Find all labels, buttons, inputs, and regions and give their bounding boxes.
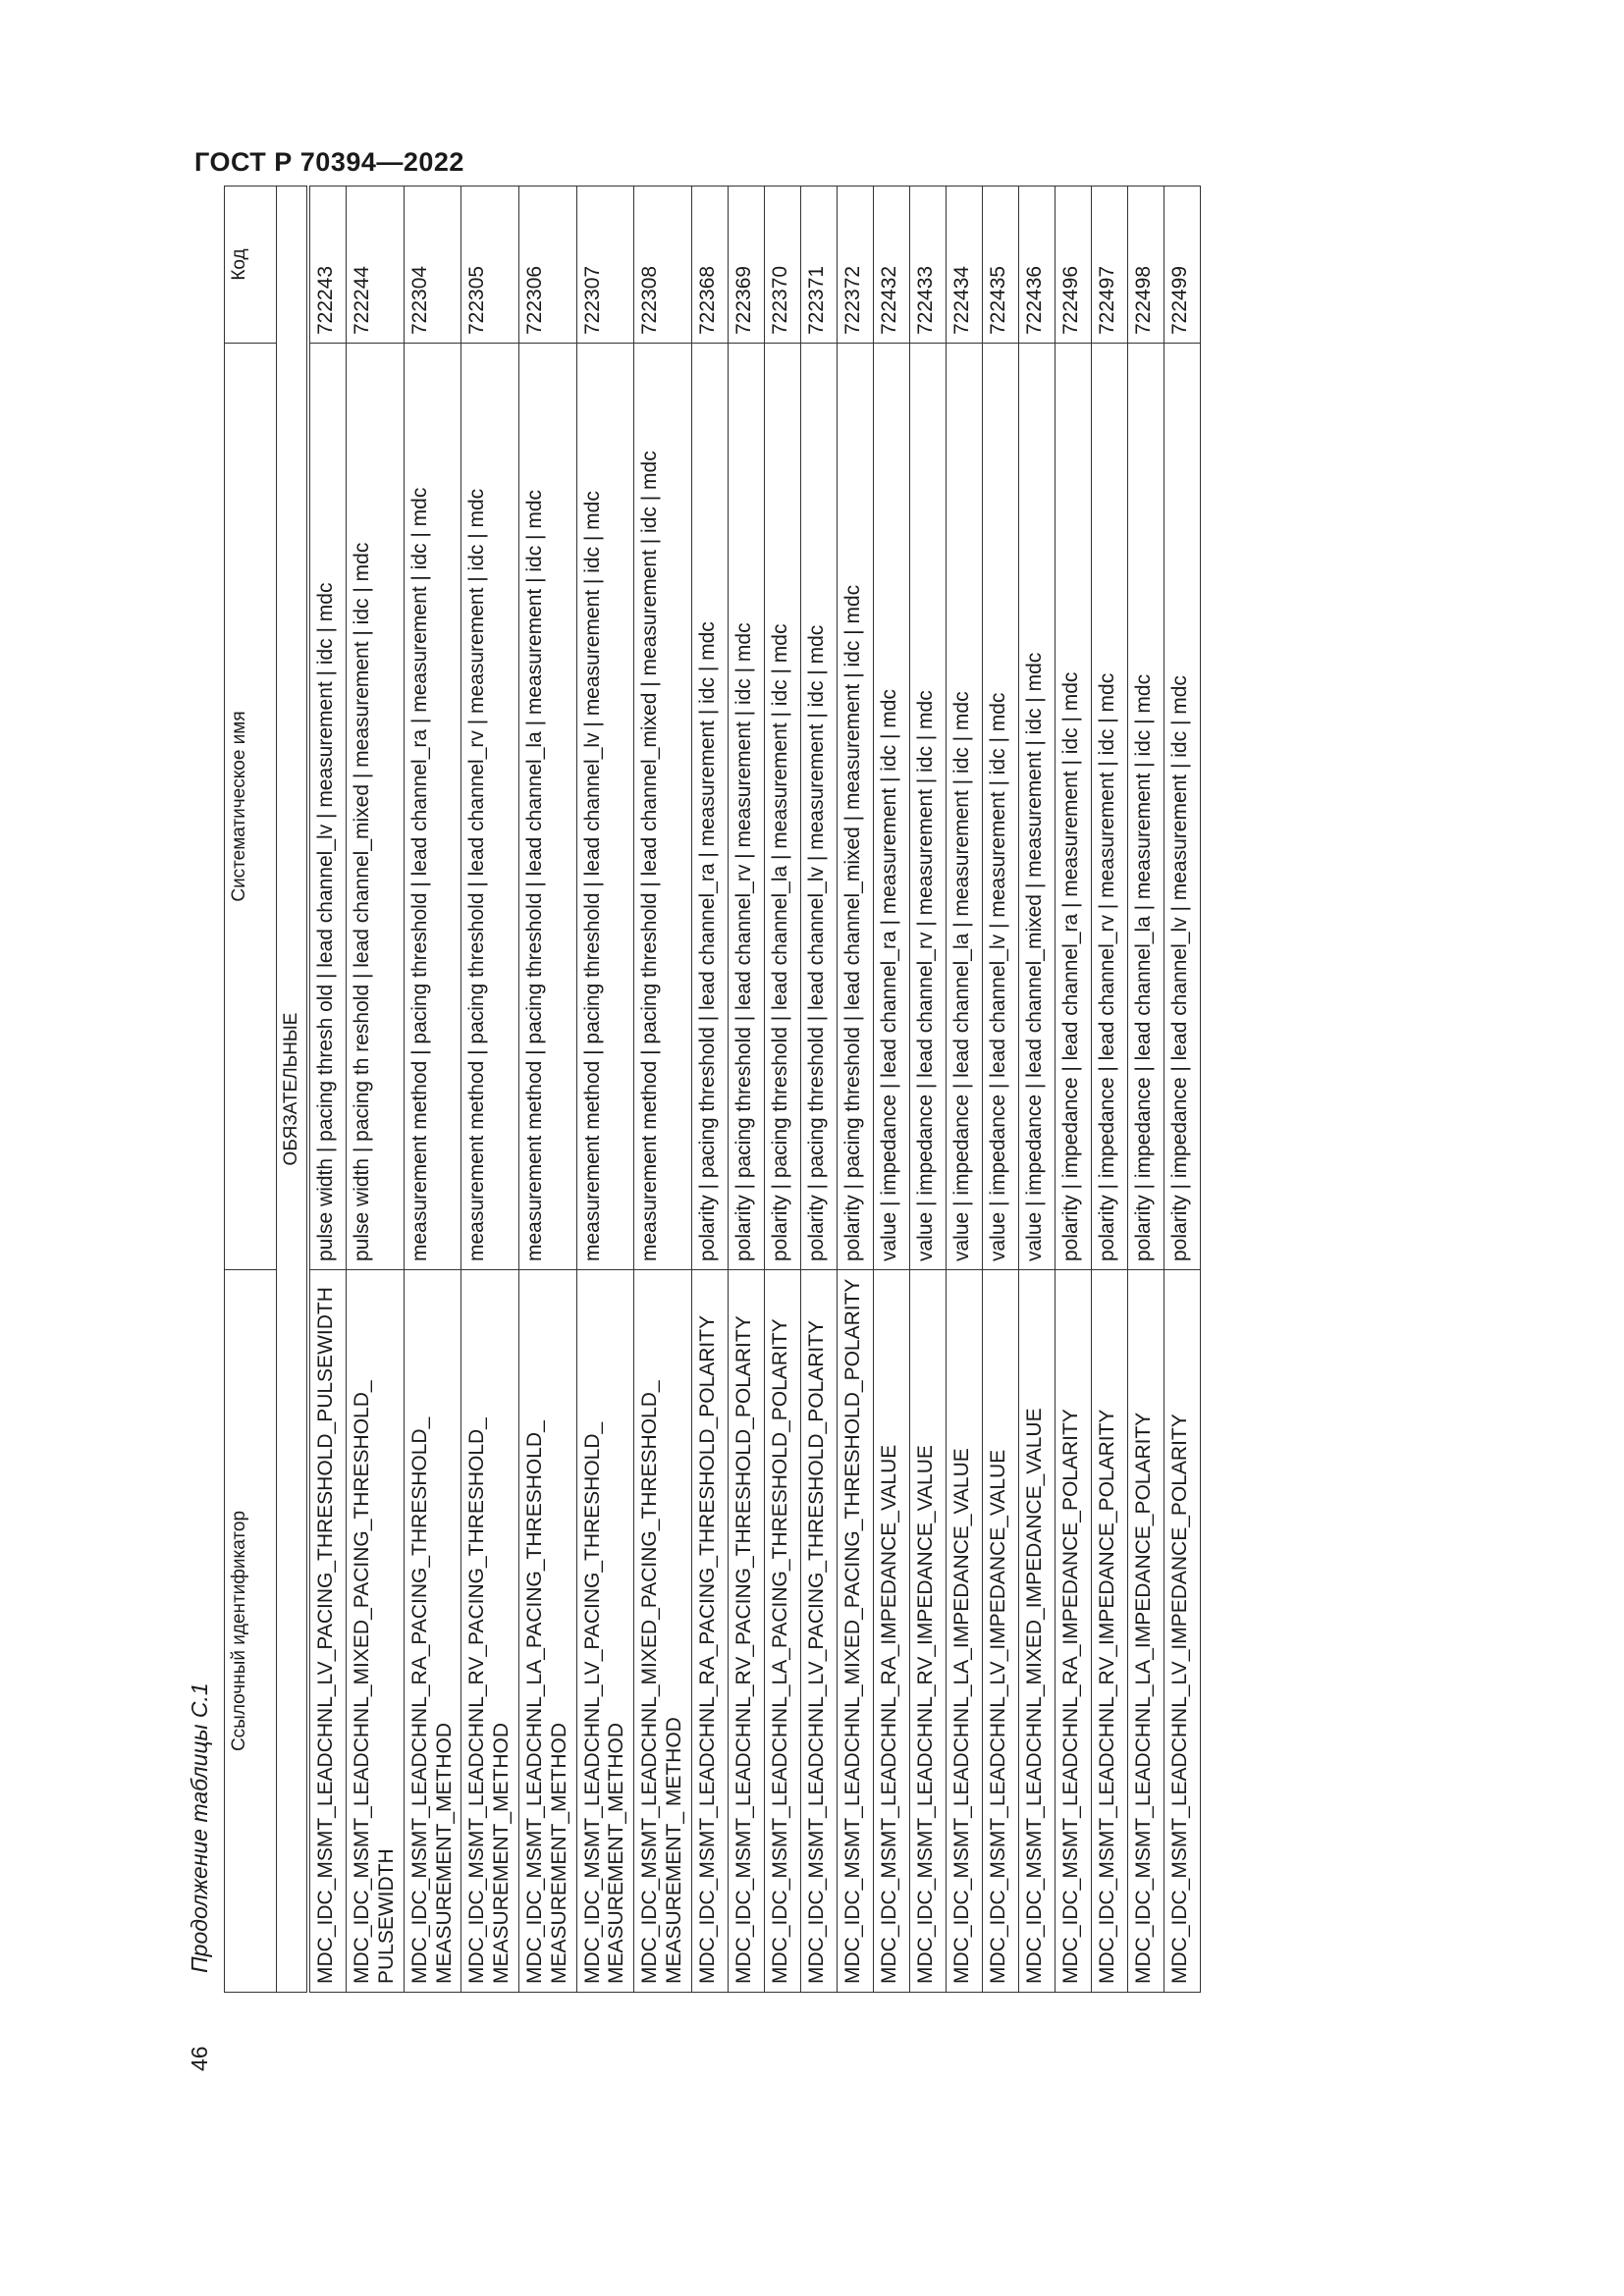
cell-sys-name: measurement method | pacing threshold | lead channel_ra | measurement | idc | mdc [404,344,461,1270]
cell-ref-id: MDC_IDC_MSMT_LEADCHNL_RV_PACING_THRESHOLD_ MEASUREMENT_METHOD [461,1270,519,1993]
cell-sys-name: polarity | impedance | lead channel_lv | measurement | idc | mdc [1164,344,1200,1270]
table-row [519,187,577,1993]
header-ref-id: Ссылочный идентификатор [225,1270,277,1993]
cell-sys-name: pulse width | pacing thresh old | lead channel_lv | measurement | idc | mdc [308,344,347,1270]
cell-ref-id: MDC_IDC_MSMT_LEADCHNL_LV_IMPEDANCE_VALUE [982,1270,1018,1993]
document-title: ГОСТ Р 70394—2022 [194,147,464,177]
cell-sys-name: value | impedance | lead channel_lv | measurement | idc | mdc [982,344,1018,1270]
cell-code: 722496 [1055,187,1091,344]
table-row [1127,187,1164,1993]
cell-ref-id: MDC_IDC_MSMT_LEADCHNL_LA_IMPEDANCE_POLARITY [1127,1270,1164,1993]
rotated-page-content [181,108,1433,2071]
table-row [982,187,1018,1993]
cell-ref-id: MDC_IDC_MSMT_LEADCHNL_RA_IMPEDANCE_VALUE [873,1270,909,1993]
table-row [461,187,519,1993]
table-row [347,187,405,1993]
cell-code: 722244 [347,187,405,344]
cell-code: 722432 [873,187,909,344]
cell-sys-name: polarity | impedance | lead channel_ra | measurement | idc | mdc [1055,344,1091,1270]
table-row [837,187,873,1993]
header-code: Код [225,187,277,344]
cell-code: 722306 [519,187,577,344]
cell-code: 722497 [1091,187,1127,344]
cell-ref-id: MDC_IDC_MSMT_LEADCHNL_RA_PACING_THRESHOLD_ MEASUREMENT_METHOD [404,1270,461,1993]
cell-sys-name: measurement method | pacing threshold | lead channel_lv | measurement | idc | mdc [576,344,634,1270]
cell-sys-name: measurement method | pacing threshold | lead channel_mixed | measurement | idc | mdc [634,344,692,1270]
table-row [873,187,909,1993]
cell-ref-id: MDC_IDC_MSMT_LEADCHNL_LV_PACING_THRESHOLD_PULSEWIDTH [308,1270,347,1993]
cell-sys-name: polarity | impedance | lead channel_rv | measurement | idc | mdc [1091,344,1127,1270]
cell-sys-name: measurement method | pacing threshold | lead channel_rv | measurement | idc | mdc [461,344,519,1270]
cell-sys-name: value | impedance | lead channel_ra | measurement | idc | mdc [873,344,909,1270]
table-row [634,187,692,1993]
cell-sys-name: polarity | pacing threshold | lead channel_ra | measurement | idc | mdc [691,344,728,1270]
cell-sys-name: value | impedance | lead channel_mixed | measurement | idc | mdc [1018,344,1055,1270]
cell-sys-name: value | impedance | lead channel_rv | measurement | idc | mdc [909,344,946,1270]
cell-ref-id: MDC_IDC_MSMT_LEADCHNL_RA_IMPEDANCE_POLARITY [1055,1270,1091,1993]
cell-ref-id: MDC_IDC_MSMT_LEADCHNL_MIXED_IMPEDANCE_VALUE [1018,1270,1055,1993]
data-table [224,186,1201,1993]
table-row [576,187,634,1993]
table-row [1018,187,1055,1993]
cell-ref-id: MDC_IDC_MSMT_LEADCHNL_LA_PACING_THRESHOLD_ MEASUREMENT_METHOD [519,1270,577,1993]
cell-ref-id: MDC_IDC_MSMT_LEADCHNL_LA_IMPEDANCE_VALUE [946,1270,982,1993]
cell-ref-id: MDC_IDC_MSMT_LEADCHNL_MIXED_PACING_THRESHOLD_POLARITY [837,1270,873,1993]
cell-code: 722307 [576,187,634,344]
cell-code: 722369 [728,187,764,344]
table-row [308,187,347,1993]
table-row [1091,187,1127,1993]
cell-ref-id: MDC_IDC_MSMT_LEADCHNL_LV_IMPEDANCE_POLARITY [1164,1270,1200,1993]
cell-code: 722434 [946,187,982,344]
cell-sys-name: polarity | impedance | lead channel_la | measurement | idc | mdc [1127,344,1164,1270]
table-body [277,187,1201,1993]
cell-sys-name: value | impedance | lead channel_la | measurement | idc | mdc [946,344,982,1270]
cell-code: 722371 [800,187,837,344]
table-row [404,187,461,1993]
table-row [764,187,800,1993]
cell-code: 722368 [691,187,728,344]
cell-code: 722433 [909,187,946,344]
cell-code: 722370 [764,187,800,344]
cell-code: 722308 [634,187,692,344]
cell-sys-name: pulse width | pacing th reshold | lead channel_mixed | measurement | idc | mdc [347,344,405,1270]
cell-code: 722305 [461,187,519,344]
cell-sys-name: polarity | pacing threshold | lead channel_lv | measurement | idc | mdc [800,344,837,1270]
table-row [946,187,982,1993]
cell-code: 722372 [837,187,873,344]
cell-ref-id: MDC_IDC_MSMT_LEADCHNL_LV_PACING_THRESHOLD_POLARITY [800,1270,837,1993]
page-number: 46 [187,2046,212,2071]
table-row [1164,187,1200,1993]
table-row [728,187,764,1993]
table-caption: Продолжение таблицы С.1 [187,1682,212,1973]
cell-ref-id: MDC_IDC_MSMT_LEADCHNL_LV_PACING_THRESHOLD_ MEASUREMENT_METHOD [576,1270,634,1993]
cell-code: 722499 [1164,187,1200,344]
cell-code: 722436 [1018,187,1055,344]
header-sys-name: Систематическое имя [225,344,277,1270]
cell-code: 722498 [1127,187,1164,344]
cell-ref-id: MDC_IDC_MSMT_LEADCHNL_LA_PACING_THRESHOLD_POLARITY [764,1270,800,1993]
cell-code: 722304 [404,187,461,344]
cell-ref-id: MDC_IDC_MSMT_LEADCHNL_MIXED_PACING_THRESHOLD_ MEASUREMENT_ METHOD [634,1270,692,1993]
cell-ref-id: MDC_IDC_MSMT_LEADCHNL_RA_PACING_THRESHOLD_POLARITY [691,1270,728,1993]
cell-code: 722243 [308,187,347,344]
cell-ref-id: MDC_IDC_MSMT_LEADCHNL_MIXED_PACING_THRESHOLD_ PULSEWIDTH [347,1270,405,1993]
cell-sys-name: measurement method | pacing threshold | lead channel_la | measurement | idc | mdc [519,344,577,1270]
table-row [1055,187,1091,1993]
cell-ref-id: MDC_IDC_MSMT_LEADCHNL_RV_PACING_THRESHOLD_POLARITY [728,1270,764,1993]
cell-sys-name: polarity | pacing threshold | lead channel_la | measurement | idc | mdc [764,344,800,1270]
table-row [909,187,946,1993]
cell-ref-id: MDC_IDC_MSMT_LEADCHNL_RV_IMPEDANCE_POLARITY [1091,1270,1127,1993]
cell-code: 722435 [982,187,1018,344]
table-row [691,187,728,1993]
cell-sys-name: polarity | pacing threshold | lead channel_mixed | measurement | idc | mdc [837,344,873,1270]
cell-ref-id: MDC_IDC_MSMT_LEADCHNL_RV_IMPEDANCE_VALUE [909,1270,946,1993]
group-label: ОБЯЗАТЕЛЬНЫЕ [277,187,309,1993]
cell-sys-name: polarity | pacing threshold | lead channel_rv | measurement | idc | mdc [728,344,764,1270]
table-row [800,187,837,1993]
